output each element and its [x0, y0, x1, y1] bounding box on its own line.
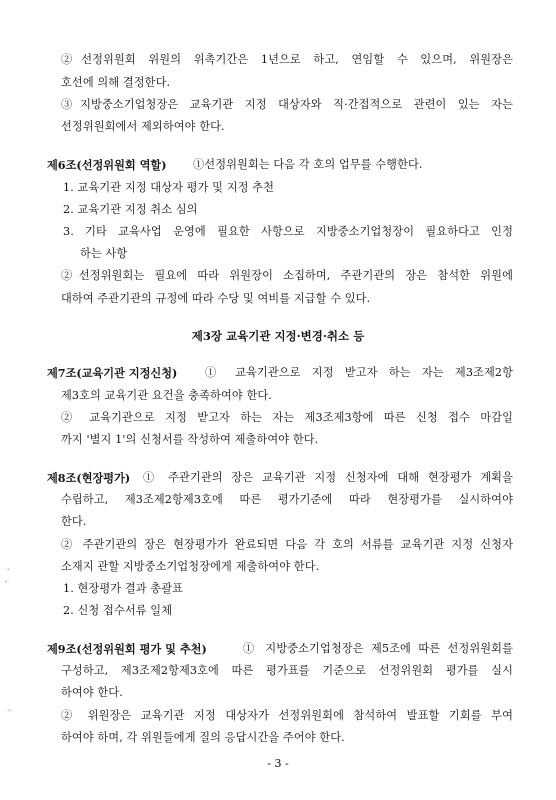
article9-p2-line2: 하여야 하며, 각 위원들에게 질의 응답시간을 주어야 한다.: [61, 731, 345, 744]
chapter-title: 제3장 교육기관 지정·변경·취소 등: [191, 329, 365, 343]
article6-p2-line2: 대하여 주관기관의 규정에 따라 수당 및 여비를 지급할 수 있다.: [61, 292, 371, 305]
article5-p3-line1: ③지방중소기업청장은 교육기관 지정 대상자와 직·간접적으로 관련이 있는 자는: [61, 98, 513, 111]
article6-p2-line1: ②선정위원회는 필요에 따라 위원장이 소집하며, 주관기관의 장은 참석한 위원에: [61, 269, 513, 282]
article6-item-3-cont: 하는 사항: [80, 247, 128, 260]
article6-intro: ①선정위원회는 다음 각 호의 업무를 수행한다.: [193, 158, 423, 171]
article8-item-2: 2. 신청 접수서류 일체: [63, 604, 173, 617]
article6-item-2: 2. 교육기관 지정 취소 심의: [63, 203, 198, 216]
article6-item-3: 3. 기타 교육사업 운영에 필요한 사항으로 지방중소기업청장이 필요하다고 인정: [63, 225, 513, 238]
article8-heading: 제8조(현장평가): [47, 471, 131, 485]
article8-p2-line2: 소재지 관할 지방중소기업청장에게 제출하여야 한다.: [61, 560, 320, 573]
article7-p1-line2: 제3호의 교육기관 요건을 충족하여야 한다.: [61, 389, 272, 402]
article9-p1-line1: ① 지방중소기업청장은 제5조에 따른 선정위원회를: [243, 642, 513, 655]
article8-p1-line2: 수립하고, 제3조제2항제3호에 따른 평가기준에 따라 현장평가를 실시하여야: [61, 493, 513, 506]
article7-p2-line2: 까지 '별지 1'의 신청서를 작성하여 제출하여야 한다.: [61, 433, 319, 446]
article9-p2-line1: ② 위원장은 교육기관 지정 대상자가 선정위원회에 참석하여 발표할 기회를 부여: [61, 709, 513, 722]
article5-p2-line1: ②선정위원회 위원의 위촉기간은 1년으로 하고, 연임할 수 있으며, 위원장은: [61, 53, 513, 66]
article8-p2-line1: ② 주관기관의 장은 현장평가가 완료되면 다음 각 호의 서류를 교육기관 지정 신청자: [61, 538, 513, 551]
article9-p1-line2: 구성하고, 제3조제2항제3호에 따른 평가표를 기준으로 선정위원회 평가를 실시: [61, 664, 513, 677]
article5-p2-line2: 호선에 의해 결정한다.: [61, 76, 171, 89]
article7-p1-line1: ① 교육기관으로 지정 받고자 하는 자는 제3조제2항: [205, 366, 513, 379]
article9-p1-line3: 하여야 한다.: [61, 686, 123, 699]
scan-speck: ∙·: [4, 577, 11, 586]
article6-item-1: 1. 교육기관 지정 대상자 평가 및 지정 추천: [63, 181, 274, 194]
article8-p1-line3: 한다.: [61, 515, 87, 528]
page-number: - 3 -: [267, 757, 289, 770]
article6-heading: 제6조(선정위원회 역할): [47, 158, 167, 172]
article8-p1-line1: ① 주관기관의 장은 교육기관 지정 신청자에 대해 현장평가 계획을: [143, 471, 513, 484]
scan-speck: ·∙: [4, 565, 11, 574]
scan-speck: ·∙·: [5, 706, 15, 715]
article7-p2-line1: ② 교육기관으로 지정 받고자 하는 자는 제3조제3항에 따른 신청 접수 마감일: [61, 411, 513, 424]
article7-heading: 제7조(교육기관 지정신청): [47, 366, 178, 380]
article8-item-1: 1. 현장평가 결과 총괄표: [63, 582, 184, 595]
article9-heading: 제9조(선정위원회 평가 및 추천): [47, 642, 207, 656]
article5-p3-line2: 선정위원회에서 제외하여야 한다.: [61, 120, 225, 133]
